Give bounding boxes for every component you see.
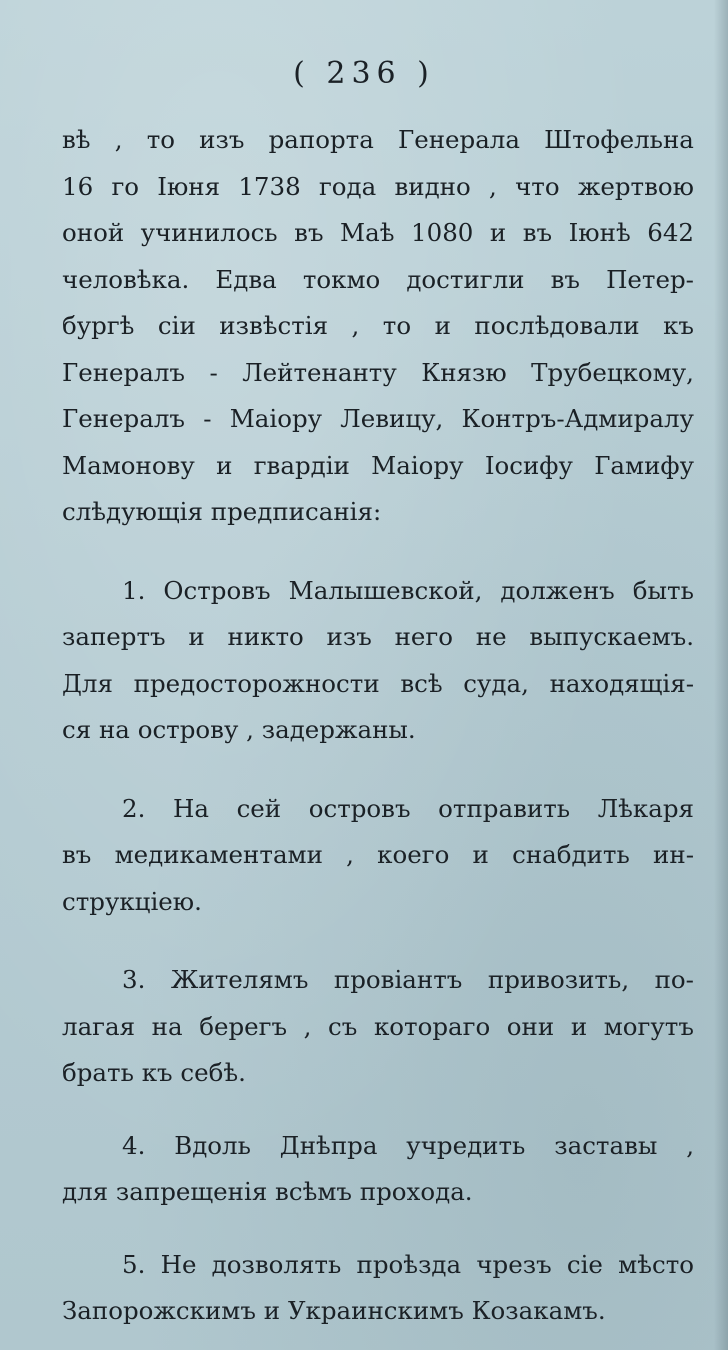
text-line: Генералъ - Маіору Левицу, Контръ-Адмиралу xyxy=(62,404,694,433)
paragraph-item-2 xyxy=(62,786,694,926)
page-text xyxy=(62,117,694,1335)
text-line: брать къ себѣ. xyxy=(62,1058,246,1087)
text-line: струкціею. xyxy=(62,886,202,916)
text-line: человѣка. Едва токмо достигли въ Петер- xyxy=(62,264,694,294)
text-line: для запрещенія всѣмъ прохода. xyxy=(62,1177,473,1206)
text-line: Мамонову и гвардіи Маіору Іосифу Гамифу xyxy=(62,450,694,480)
text-line: Для предосторожности всѣ суда, находящія- xyxy=(62,668,694,698)
text-line: 4. Вдоль Днѣпра учредить заставы , xyxy=(122,1130,694,1160)
paragraph-item-3 xyxy=(62,957,694,1097)
paragraph-intro xyxy=(62,117,694,536)
text-line: лагая на берегъ , съ котораго они и могутъ xyxy=(62,1011,694,1041)
page-number: ( 236 ) xyxy=(293,56,435,91)
text-line: 16 го Іюня 1738 года видно , что жертвою xyxy=(62,171,694,201)
text-line: 1. Островъ Малышевской, долженъ быть xyxy=(122,575,694,605)
text-line: запертъ и никто изъ него не выпускаемъ. xyxy=(62,622,694,651)
text-line: 2. На сей островъ отправить Лѣкаря xyxy=(122,793,694,823)
text-line: бургѣ сіи извѣстія , то и послѣдовали къ xyxy=(62,311,694,340)
text-line: оной учинилось въ Маѣ 1080 и въ Іюнѣ 642 xyxy=(62,218,694,247)
text-line: Запорожскимъ и Украинскимъ Козакамъ. xyxy=(62,1296,606,1325)
text-line: вѣ , то изъ рапорта Генерала Штофельна xyxy=(62,125,694,154)
paragraph-item-5 xyxy=(62,1242,694,1335)
paragraph-item-4 xyxy=(62,1123,694,1216)
page-edge-shadow xyxy=(714,0,728,1350)
text-line: ся на острову , задержаны. xyxy=(62,715,416,744)
paragraph-item-1 xyxy=(62,568,694,754)
text-line: 3. Жителямъ провіантъ привозить, по- xyxy=(122,965,694,994)
text-line: въ медикаментами , коего и снабдить ин- xyxy=(62,840,694,869)
text-line: слѣдующія предписанія: xyxy=(62,497,382,526)
text-line: 5. Не дозволять проѣзда чрезъ сіе мѣсто xyxy=(122,1249,694,1279)
text-line: Генералъ - Лейтенанту Князю Трубецкому, xyxy=(62,357,694,387)
